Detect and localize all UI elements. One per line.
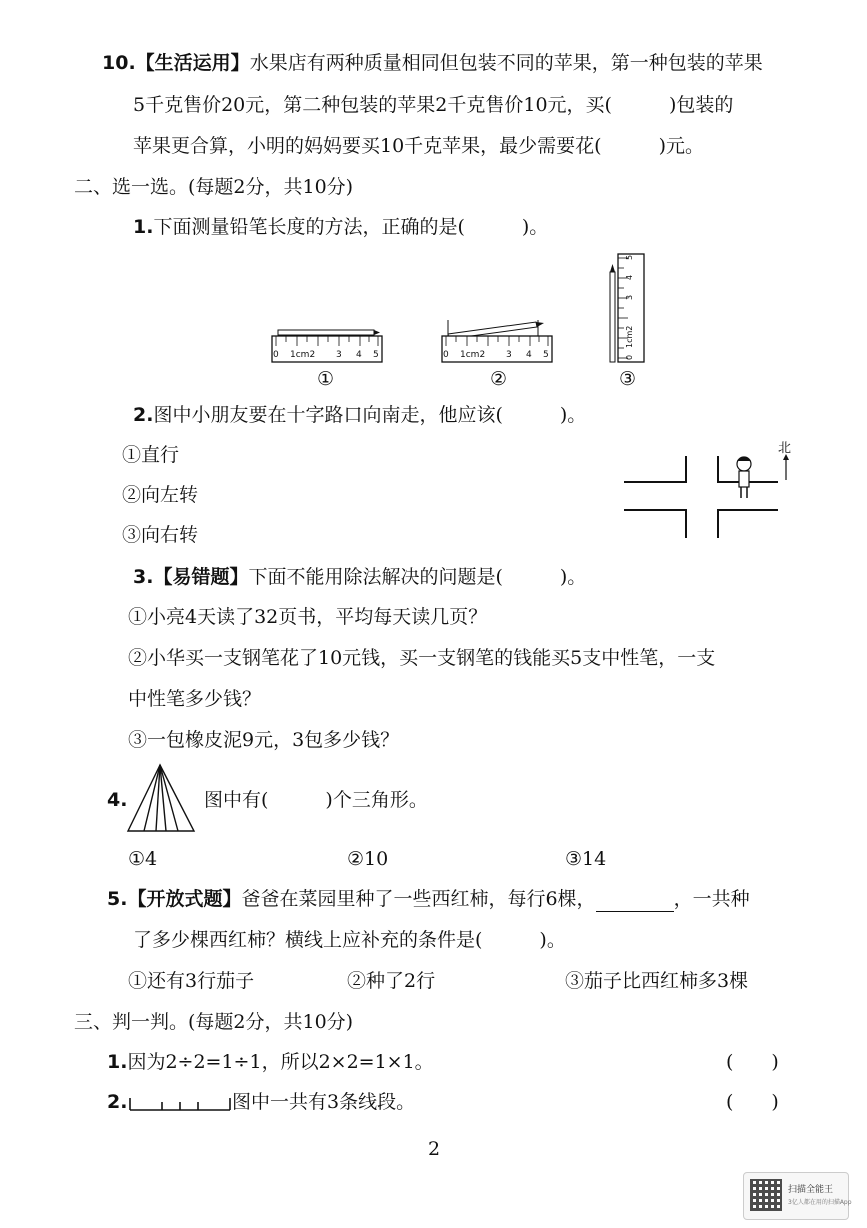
answer-paren-1[interactable]: ( ) (726, 1051, 779, 1073)
s2q1-question (133, 214, 548, 240)
answer-paren-2[interactable]: ( ) (726, 1091, 779, 1113)
s2q3-option-3: ③一包橡皮泥9元，3包多少钱？ (128, 729, 400, 751)
s2q5-line2: 了多少棵西红柿？横线上应补充的条件是( )。 (133, 929, 566, 951)
pencil-1 (278, 330, 374, 335)
ruler-label: 1cm2 (460, 350, 486, 360)
q10-line2: 5千克售价20元，第二种包装的苹果2千克售价10元，买( )包装的 (133, 94, 734, 116)
ruler-figure-3 (604, 252, 648, 364)
q10-line3: 苹果更合算，小明的妈妈要买10千克苹果，最少需要花( )元。 (133, 135, 705, 157)
pencil-3 (610, 272, 615, 362)
ruler-label: 1cm2 (290, 350, 316, 360)
question-number: 10. (102, 52, 136, 74)
s2q3-option-1: ①小亮4天读了32页书，平均每天读几页？ (128, 606, 488, 628)
question-text: 下面测量铅笔长度的方法，正确的是( )。 (153, 216, 549, 238)
ruler-label: 0 (443, 350, 449, 360)
north-label: 北 (778, 441, 792, 456)
ruler-label: 0 (625, 354, 634, 360)
ruler-label: 4 (356, 350, 362, 360)
s3q1-question (107, 1049, 434, 1075)
ruler-figure-2 (440, 312, 556, 366)
ruler-label: 3 (625, 294, 634, 300)
option-go-straight: ①直行 (122, 444, 180, 466)
ruler-label: 1cm2 (625, 325, 634, 348)
crossroad-diagram (622, 440, 802, 544)
question-number: 4. (107, 789, 128, 811)
question-number: 1. (107, 1051, 128, 1073)
option-label-2: ② (490, 368, 508, 390)
qr-code-icon (750, 1179, 782, 1211)
line-segment-figure (128, 1096, 232, 1112)
ruler-label: 4 (625, 274, 634, 280)
s3q2-question-text: 图中一共有3条线段。 (232, 1091, 416, 1113)
ruler-body-2 (442, 336, 552, 362)
fill-blank-line[interactable] (596, 893, 674, 912)
question-number: 2. (133, 404, 154, 426)
ruler-label: 5 (543, 350, 549, 360)
ruler-body-1 (272, 336, 382, 362)
ruler-label: 5 (625, 254, 634, 260)
s2q4-question-text: 图中有( )个三角形。 (204, 789, 428, 811)
question-text: 水果店有两种质量相同但包装不同的苹果，第一种包装的苹果 (249, 52, 763, 74)
question-text: 下面不能用除法解决的问题是( )。 (248, 566, 587, 588)
question-text: 图中小朋友要在十字路口向南走，他应该( )。 (153, 404, 587, 426)
option-label-1: ① (317, 368, 335, 390)
ruler-label: 5 (373, 350, 379, 360)
child-figure (737, 457, 751, 498)
section-title-choose: 二、选一选。(每题2分，共10分) (74, 176, 354, 198)
ruler-figure-1 (270, 326, 386, 366)
question-text: 因为2÷2=1÷1，所以2×2=1×1。 (127, 1051, 434, 1073)
s2q4-option-1: ①4 (128, 848, 158, 870)
question-tag: 【易错题】 (153, 566, 249, 588)
triangle-figure (126, 763, 196, 833)
s2q5-option-3: ③茄子比西红柿多3棵 (565, 970, 749, 992)
s2q3-option-2-line1: ②小华买一支钢笔花了10元钱，买一支钢笔的钱能买5支中性笔，一支 (128, 647, 716, 669)
s2q5-option-1: ①还有3行茄子 (128, 970, 255, 992)
page-number: 2 (428, 1138, 441, 1160)
s2q4-option-2: ②10 (347, 848, 389, 870)
question-text-b: ，一共种 (673, 888, 750, 910)
question-tag: 【开放式题】 (127, 888, 242, 910)
watermark-sub: 3亿人都在用的扫描App (788, 1199, 852, 1206)
ruler-label: 3 (506, 350, 512, 360)
watermark-brand: 扫描全能王 (788, 1185, 834, 1195)
s2q3-option-2-line2: 中性笔多少钱？ (128, 688, 262, 710)
ruler-label: 4 (526, 350, 532, 360)
question-number: 3. (133, 566, 154, 588)
s2q5-question (107, 886, 750, 912)
option-turn-right: ③向右转 (122, 524, 199, 546)
q10-line1 (102, 50, 763, 76)
question-number: 2. (107, 1091, 128, 1113)
question-number: 5. (107, 888, 128, 910)
question-text-a: 爸爸在菜园里种了一些西红柿，每行6棵， (241, 888, 596, 910)
question-number: 1. (133, 216, 154, 238)
scanner-watermark (743, 1172, 852, 1220)
ruler-label: 0 (273, 350, 279, 360)
question-tag: 【生活运用】 (135, 52, 250, 74)
ruler-label: 3 (336, 350, 342, 360)
s2q2-question (133, 402, 586, 428)
s2q4-option-3: ③14 (565, 848, 607, 870)
section-title-judge: 三、判一判。(每题2分，共10分) (74, 1011, 354, 1033)
s2q5-option-2: ②种了2行 (347, 970, 436, 992)
option-label-3: ③ (619, 368, 637, 390)
option-turn-left: ②向左转 (122, 484, 199, 506)
s2q3-question (133, 564, 586, 590)
